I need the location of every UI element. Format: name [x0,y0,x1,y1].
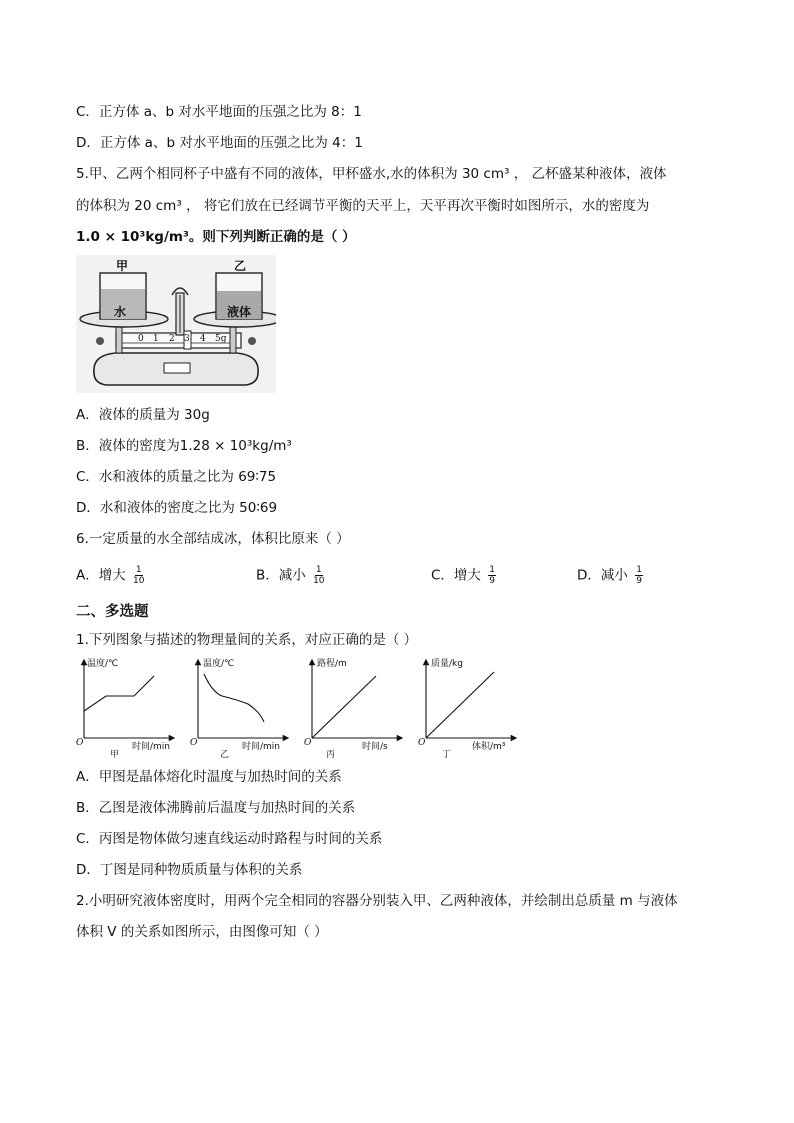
q6-option-b-prefix: B．减小 [256,567,306,584]
scale-mark: 4 [200,334,206,344]
graph-bing-origin: O [304,738,312,748]
graph-ding [418,656,518,758]
graph-yi-caption: 乙 [220,750,230,760]
scale-mark: 5g [215,334,227,344]
graph-jia [76,656,176,758]
q5-stem-line3: 1.0 × 10³kg/m³。则下列判断正确的是（ ） [76,229,356,245]
fraction-denominator: 10 [133,576,145,586]
section-title: 二、多选题 [76,604,149,620]
mq2-stem-line1: 2.小明研究液体密度时，用两个完全相同的容器分别装入甲、乙两种液体，并绘制出总质量 m 与液体 [76,893,678,909]
graph-jia-xlabel: 时间/min [132,742,171,752]
q6-option-a [76,565,145,586]
fraction-denominator: 9 [489,576,495,586]
graph-yi-xlabel: 时间/min [242,742,281,752]
label-jia: 甲 [116,259,129,273]
graph-bing-caption: 丙 [326,750,336,760]
graph-bing [304,656,404,758]
fraction [635,565,643,586]
q5-option-c: C．水和液体的质量之比为 69∶75 [76,469,277,485]
mq1-option-d: D．丁图是同种物质质量与体积的关系 [76,862,303,878]
fraction-numerator: 1 [636,565,642,575]
graph-ding-ylabel: 质量/kg [431,659,463,669]
cup-water-label: 水 [114,305,127,319]
scale-mark: 3 [184,334,190,344]
scale-mark: 0 [138,334,144,344]
graph-jia-ylabel: 温度/℃ [87,659,119,669]
mq1-option-b: B．乙图是液体沸腾前后温度与加热时间的关系 [76,800,356,816]
q6-option-d [577,565,643,586]
graph-ding-xlabel: 体积/m³ [472,742,506,752]
q5-stem-line1: 5.甲、乙两个相同杯子中盛有不同的液体，甲杯盛水,水的体积为 30 cm³ ， 乙杯盛某种液体，液体 [76,166,667,182]
graph-jia-origin: O [76,738,84,748]
graph-yi [190,656,290,758]
mq1-option-c: C．丙图是物体做匀速直线运动时路程与时间的关系 [76,831,383,847]
q5-option-d: D．水和液体的密度之比为 50∶69 [76,500,278,516]
scale-mark: 2 [169,334,175,344]
q6-option-b [256,565,325,586]
cup-liquid-label: 液体 [227,305,252,319]
label-yi: 乙 [234,259,247,273]
fraction-numerator: 1 [315,565,322,575]
q5-stem-line2: 的体积为 20 cm³ ， 将它们放在已经调节平衡的天平上，天平再次平衡时如图所示，水的密度为 [76,198,650,214]
fraction-denominator: 9 [636,576,642,586]
mq1-stem: 1.下列图象与描述的物理量间的关系，对应正确的是（ ） [76,632,418,648]
graph-yi-ylabel: 温度/℃ [203,659,235,669]
scale-mark: 1 [153,334,159,344]
q4-option-c: C．正方体 a、b 对水平地面的压强之比为 8：1 [76,104,362,120]
mq1-option-a: A．甲图是晶体熔化时温度与加热时间的关系 [76,769,342,785]
fraction [133,565,144,586]
graph-bing-xlabel: 时间/s [362,742,388,752]
q6-option-d-prefix: D．减小 [577,567,628,584]
fraction [488,565,496,586]
mq2-stem-line2: 体积 V 的关系如图所示，由图像可知（ ） [76,924,328,940]
graph-jia-caption: 甲 [110,750,120,760]
fraction-denominator: 10 [313,576,325,586]
q6-option-c-prefix: C．增大 [431,567,481,584]
balance-figure [76,255,276,393]
graph-ding-origin: O [418,738,426,748]
q4-option-d: D．正方体 a、b 对水平地面的压强之比为 4：1 [76,135,363,151]
fraction-numerator: 1 [135,565,142,575]
q6-option-a-prefix: A．增大 [76,567,126,584]
q6-stem: 6.一定质量的水全部结成冰，体积比原来（ ） [76,531,350,547]
graph-bing-ylabel: 路程/m [317,659,347,669]
q6-option-c [431,565,496,586]
graph-yi-origin: O [190,738,198,748]
q5-option-a: A．液体的质量为 30g [76,407,210,423]
q5-option-b: B．液体的密度为1.28 × 10³kg/m³ [76,438,292,454]
fraction [313,565,324,586]
graph-ding-caption: 丁 [442,750,452,760]
fraction-numerator: 1 [489,565,495,575]
